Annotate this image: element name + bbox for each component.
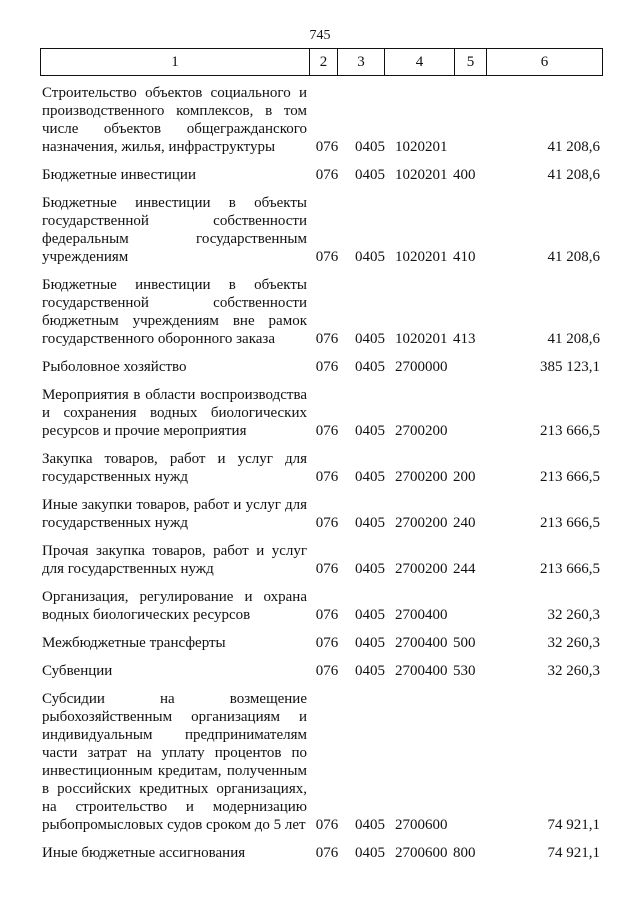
header-col-1: 1 <box>171 53 179 70</box>
table-row <box>42 634 602 652</box>
row-section: 0405 <box>355 249 385 265</box>
row-target-article: 2700200 <box>395 469 448 485</box>
row-name: Бюджетные инвестиции <box>42 167 196 183</box>
table-row <box>42 690 602 834</box>
row-section: 0405 <box>355 845 385 861</box>
row-target-article: 1020201 <box>395 139 448 155</box>
row-name: Мероприятия в области воспроизводства и сохранения водных биологических ресурсов и прочие мероприятия <box>42 387 307 439</box>
row-name: Субвенции <box>42 663 113 679</box>
row-target-article: 2700600 <box>395 845 448 861</box>
row-name: Рыболовное хозяйство <box>42 359 187 375</box>
row-name: Иные закупки товаров, работ и услуг для государственных нужд <box>42 497 307 531</box>
row-ved: 076 <box>315 663 339 679</box>
header-col-6: 6 <box>486 49 602 75</box>
row-target-article: 2700400 <box>395 607 448 623</box>
table-row <box>42 166 602 184</box>
row-section: 0405 <box>355 515 385 531</box>
table-row <box>42 844 602 862</box>
table-row <box>42 84 602 156</box>
row-expense-type: 400 <box>453 167 476 183</box>
row-section: 0405 <box>355 635 385 651</box>
page-number: 745 <box>309 28 331 43</box>
row-ved: 076 <box>315 635 339 651</box>
table-row <box>42 542 602 578</box>
header-col-5: 5 <box>454 49 486 75</box>
row-target-article: 2700400 <box>395 663 448 679</box>
row-expense-type: 413 <box>453 331 476 347</box>
row-name: Закупка товаров, работ и услуг для государственных нужд <box>42 451 307 485</box>
table-row <box>42 450 602 486</box>
row-section: 0405 <box>355 663 385 679</box>
row-section: 0405 <box>355 139 385 155</box>
table-row <box>42 276 602 348</box>
row-expense-type: 530 <box>453 663 476 679</box>
row-target-article: 1020201 <box>395 331 448 347</box>
row-expense-type: 410 <box>453 249 476 265</box>
row-sum: 41 208,6 <box>547 167 600 183</box>
row-sum: 41 208,6 <box>547 331 600 347</box>
row-section: 0405 <box>355 331 385 347</box>
row-name: Организация, регулирование и охрана водных биологических ресурсов <box>42 589 307 623</box>
row-sum: 213 666,5 <box>540 515 600 531</box>
row-ved: 076 <box>315 167 339 183</box>
header-col-4: 4 <box>384 49 454 75</box>
row-expense-type: 800 <box>453 845 476 861</box>
row-section: 0405 <box>355 423 385 439</box>
row-sum: 32 260,3 <box>547 663 600 679</box>
row-section: 0405 <box>355 817 385 833</box>
row-sum: 32 260,3 <box>547 635 600 651</box>
row-ved: 076 <box>315 817 339 833</box>
row-target-article: 2700000 <box>395 359 448 375</box>
row-sum: 213 666,5 <box>540 469 600 485</box>
row-sum: 41 208,6 <box>547 139 600 155</box>
table-row <box>42 662 602 680</box>
row-section: 0405 <box>355 167 385 183</box>
row-target-article: 2700600 <box>395 817 448 833</box>
row-section: 0405 <box>355 469 385 485</box>
row-expense-type: 244 <box>453 561 476 577</box>
table-row <box>42 588 602 624</box>
row-sum: 213 666,5 <box>540 561 600 577</box>
row-ved: 076 <box>315 607 339 623</box>
row-section: 0405 <box>355 607 385 623</box>
header-col-2: 2 <box>309 49 337 75</box>
row-sum: 385 123,1 <box>540 359 600 375</box>
row-sum: 213 666,5 <box>540 423 600 439</box>
table-row <box>42 496 602 532</box>
row-ved: 076 <box>315 359 339 375</box>
row-target-article: 2700200 <box>395 423 448 439</box>
row-sum: 74 921,1 <box>547 845 600 861</box>
row-name: Иные бюджетные ассигнования <box>42 845 246 861</box>
row-ved: 076 <box>315 561 339 577</box>
row-expense-type: 200 <box>453 469 476 485</box>
row-sum: 32 260,3 <box>547 607 600 623</box>
header-col-3: 3 <box>337 49 384 75</box>
table-row <box>42 194 602 266</box>
table-header <box>40 48 603 76</box>
row-name: Субсидии на возмещение рыбохозяйственным организациям и индивидуальным предпринимателям части затрат на уплату процентов по инвестиционным кредитам, полученным в российских кредитных организациях, на строительство и модернизацию рыбопромысловых судов сроком до 5 лет <box>42 691 307 833</box>
row-target-article: 1020201 <box>395 249 448 265</box>
row-target-article: 2700200 <box>395 561 448 577</box>
row-expense-type: 240 <box>453 515 476 531</box>
row-name: Межбюджетные трансферты <box>42 635 226 651</box>
row-ved: 076 <box>315 423 339 439</box>
row-name: Прочая закупка товаров, работ и услуг для государственных нужд <box>42 543 307 577</box>
row-target-article: 2700200 <box>395 515 448 531</box>
row-expense-type: 500 <box>453 635 476 651</box>
row-ved: 076 <box>315 469 339 485</box>
row-ved: 076 <box>315 845 339 861</box>
row-target-article: 1020201 <box>395 167 448 183</box>
row-section: 0405 <box>355 561 385 577</box>
row-name: Строительство объектов социального и производственного комплексов, в том числе объектов общегражданского назначения, жилья, инфраструктуры <box>42 85 307 155</box>
row-ved: 076 <box>315 331 339 347</box>
table-body <box>42 84 602 872</box>
row-ved: 076 <box>315 515 339 531</box>
row-ved: 076 <box>315 249 339 265</box>
row-name: Бюджетные инвестиции в объекты государственной собственности федеральным государственным учреждениям <box>42 195 307 265</box>
row-sum: 41 208,6 <box>547 249 600 265</box>
table-row <box>42 358 602 376</box>
row-target-article: 2700400 <box>395 635 448 651</box>
row-section: 0405 <box>355 359 385 375</box>
table-row <box>42 386 602 440</box>
row-ved: 076 <box>315 139 339 155</box>
row-name: Бюджетные инвестиции в объекты государственной собственности бюджетным учреждениям вне рамок государственного оборонного заказа <box>42 277 307 347</box>
row-sum: 74 921,1 <box>547 817 600 833</box>
